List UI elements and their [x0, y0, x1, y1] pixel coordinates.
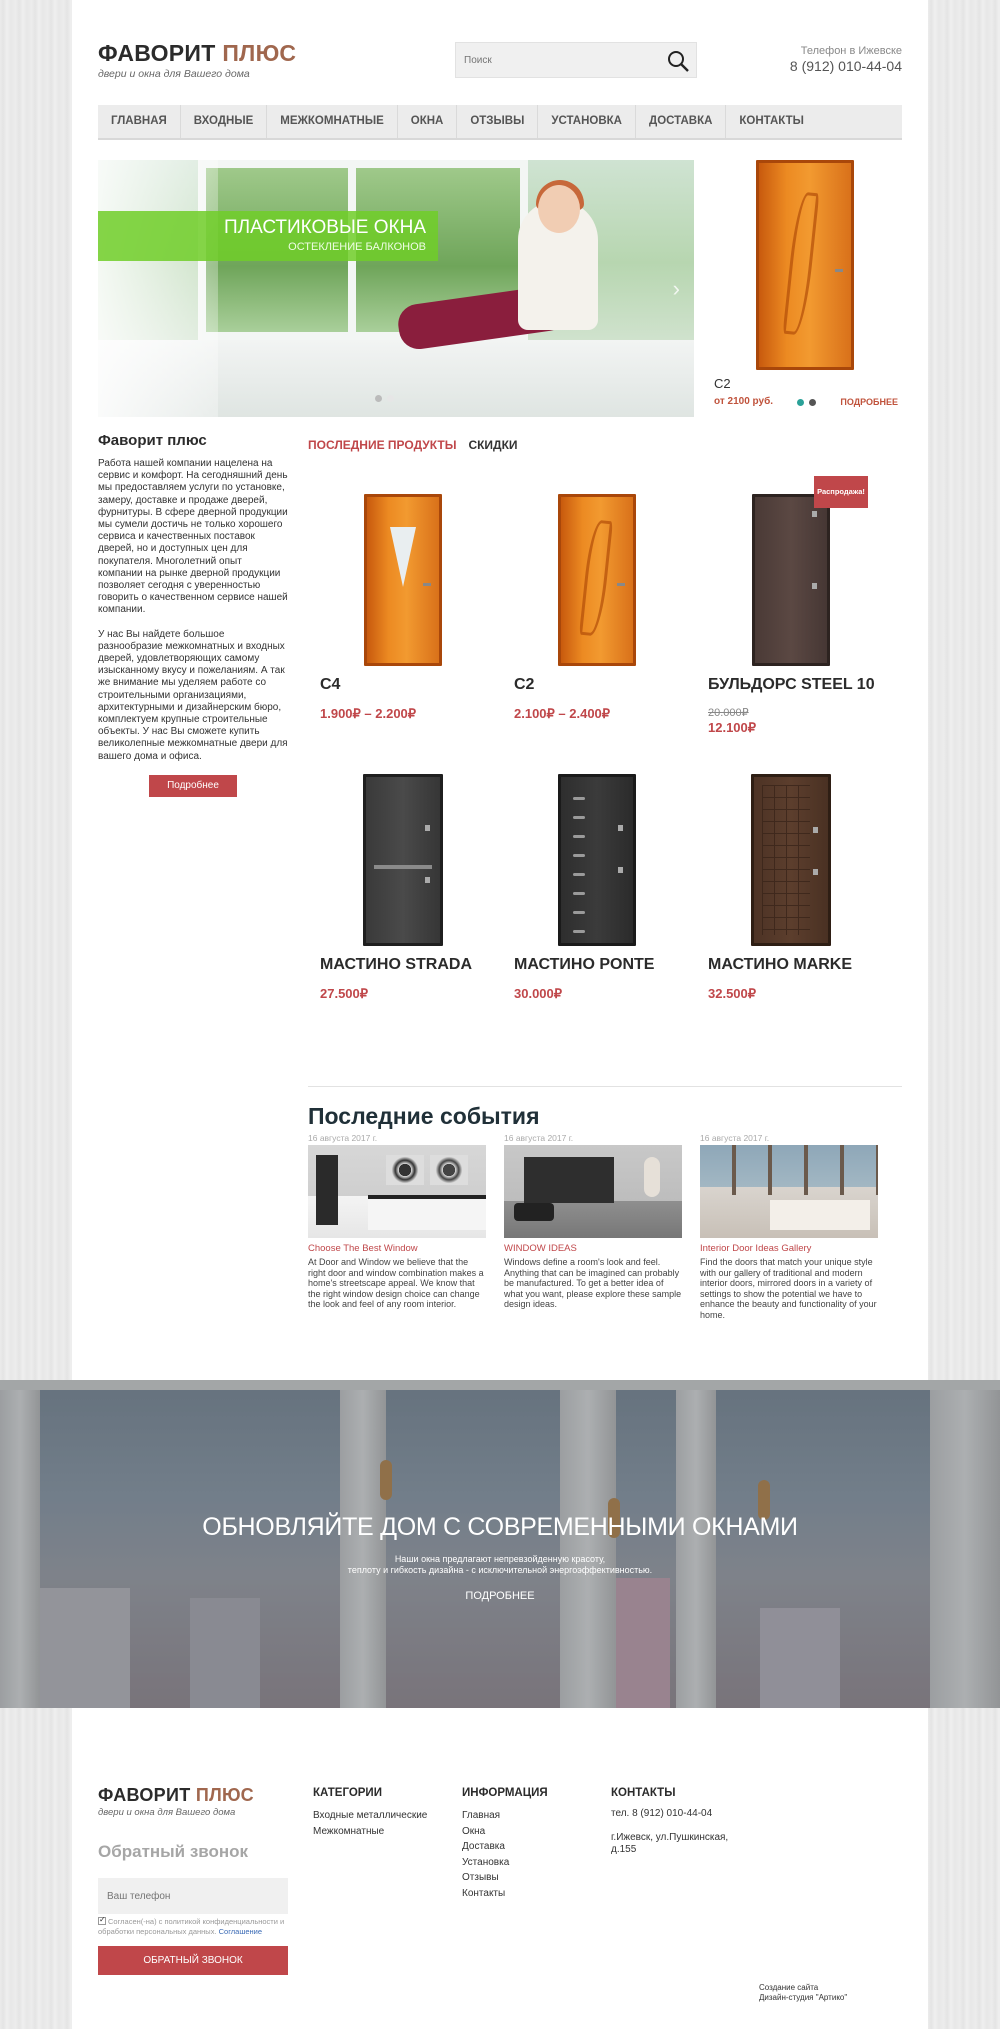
nav-item-windows[interactable]: ОКНА	[398, 105, 458, 138]
featured-dot[interactable]	[809, 399, 816, 406]
door-handle	[617, 583, 625, 586]
product-price: 1.900₽ – 2.200₽	[320, 706, 417, 721]
chevron-right-icon[interactable]: ›	[672, 276, 680, 301]
product-tabs	[308, 438, 518, 452]
banner-subtitle-line: Наши окна предлагают непревзойденную красоту,	[394, 1554, 606, 1564]
event-image-door	[316, 1155, 338, 1225]
about-sidebar	[98, 432, 288, 797]
event-text: Windows define a room's look and feel. Anything that can be imagined can probably be manufactured. To get a better idea of what you want, please explore these sample design ideas.	[504, 1257, 682, 1309]
credits-line: Дизайн-студия "Артико"	[759, 1993, 848, 2002]
sale-badge: Распродажа!	[814, 476, 868, 508]
event-date: 16 августа 2017 г.	[308, 1133, 378, 1143]
nav-item-entrance[interactable]: ВХОДНЫЕ	[181, 105, 267, 138]
product-image[interactable]	[308, 476, 498, 676]
banner-subtitle	[0, 1554, 1000, 1576]
featured-name[interactable]: C2	[714, 376, 731, 391]
footer-link-windows[interactable]: Окна	[462, 1825, 486, 1837]
about-title: Фаворит плюс	[98, 432, 207, 449]
door-lock	[425, 825, 430, 831]
footer-info-title: ИНФОРМАЦИЯ	[462, 1787, 548, 1799]
door-decor	[579, 519, 613, 637]
door-slats	[573, 797, 585, 949]
slider-title: ПЛАСТИКОВЫЕ ОКНА	[223, 217, 426, 238]
featured-dot-active[interactable]	[797, 399, 804, 406]
event-image-art	[430, 1155, 468, 1185]
door-handle	[423, 583, 431, 586]
product-price: 2.100₽ – 2.400₽	[514, 706, 611, 721]
featured-product	[714, 160, 902, 415]
footer-logo-accent: ПЛЮС	[195, 1785, 254, 1805]
nav-item-interior[interactable]: МЕЖКОМНАТНЫЕ	[267, 105, 397, 138]
consent-text: Согласен(-на) с политикой конфиденциальности и обработки персональных данных.	[98, 1917, 285, 1936]
hero-slider[interactable]	[98, 160, 694, 417]
logo[interactable]	[98, 40, 296, 80]
event-image-shelf	[524, 1157, 614, 1203]
event-card	[504, 1133, 682, 1320]
logo-tagline: двери и окна для Вашего дома	[98, 68, 250, 80]
logo-accent: ПЛЮС	[222, 40, 297, 66]
event-image[interactable]	[504, 1145, 682, 1238]
product-card[interactable]	[696, 756, 886, 1002]
product-card[interactable]	[502, 756, 692, 1002]
events-list	[308, 1133, 878, 1320]
product-price: 27.500₽	[320, 986, 369, 1001]
product-image[interactable]	[308, 756, 498, 956]
footer-contacts-title: КОНТАКТЫ	[611, 1787, 676, 1799]
consent	[98, 1917, 294, 1936]
door-image	[558, 774, 636, 946]
about-paragraph: У нас Вы найдете большое разнообразие межкомнатных и входных дверей, удовлетворяющих самому изысканному вкусу и пожеланиям. А так же внимание мы уделяем работе со строительными организациями, архитектурными и дизайнерским бюро, комплектуем крупные строительные объекты. У нас Вы сможете купить великолепные межкомнатные двери для вашего дома и офиса.	[98, 628, 288, 762]
door-handle	[618, 867, 623, 873]
slider-caption	[98, 211, 438, 261]
footer-logo-title	[98, 1785, 254, 1806]
slider-image-curtain	[98, 160, 218, 417]
event-date: 16 августа 2017 г.	[504, 1133, 574, 1143]
door-image	[752, 494, 830, 666]
product-image[interactable]	[502, 476, 692, 676]
event-image-chair	[514, 1203, 554, 1221]
footer-link-delivery[interactable]: Доставка	[462, 1841, 505, 1852]
event-title[interactable]: Choose The Best Window	[308, 1243, 418, 1254]
door-image	[364, 494, 442, 666]
door-lock	[813, 827, 818, 833]
search-icon[interactable]	[666, 49, 690, 73]
slider-subtitle: ОСТЕКЛЕНИЕ БАЛКОНОВ	[288, 241, 426, 253]
slider-dot[interactable]	[375, 395, 382, 402]
nav-item-home[interactable]: ГЛАВНАЯ	[98, 105, 181, 138]
footer-link-home[interactable]: Главная	[462, 1810, 501, 1821]
product-name[interactable]: C2	[514, 676, 535, 693]
credits-line: Создание сайта	[759, 1983, 819, 1992]
banner-overlay	[0, 1380, 1000, 1708]
header-phone	[790, 45, 902, 74]
footer-logo-main: ФАВОРИТ	[98, 1785, 191, 1805]
product-card[interactable]	[696, 476, 886, 736]
door-image	[756, 160, 854, 370]
consent-link[interactable]: Соглашение	[218, 1926, 263, 1936]
product-image[interactable]	[696, 476, 886, 676]
door-decor	[783, 191, 820, 335]
event-title[interactable]: WINDOW IDEAS	[504, 1243, 577, 1254]
slider-dot-active[interactable]	[387, 395, 394, 402]
product-card[interactable]	[308, 476, 498, 722]
event-date: 16 августа 2017 г.	[700, 1133, 770, 1143]
footer-logo-tagline: двери и окна для Вашего дома	[98, 1807, 236, 1818]
door-handle	[835, 269, 843, 272]
product-name[interactable]: МАСТИНО MARKE	[708, 956, 853, 973]
phone-number[interactable]: 8 (912) 010-44-04	[789, 58, 902, 74]
phone-label: Телефон в Ижевске	[800, 45, 902, 57]
door-lock	[812, 511, 817, 517]
footer-link-interior[interactable]: Межкомнатные	[313, 1825, 385, 1837]
featured-price: от 2100 руб.	[714, 396, 774, 407]
door-lock	[618, 825, 623, 831]
section-divider	[308, 1086, 902, 1087]
event-title[interactable]: Interior Door Ideas Gallery	[700, 1243, 812, 1254]
footer-logo[interactable]	[98, 1785, 254, 1818]
product-price: 12.100₽	[708, 720, 757, 735]
tab-latest-products[interactable]: ПОСЛЕДНИЕ ПРОДУКТЫ	[308, 438, 457, 452]
site-credits[interactable]	[759, 1983, 847, 2003]
event-image[interactable]	[700, 1145, 878, 1238]
footer-categories	[313, 1787, 427, 1839]
product-name[interactable]: МАСТИНО STRADA	[320, 956, 473, 973]
logo-title	[98, 40, 296, 67]
footer-link-installation[interactable]: Установка	[462, 1856, 510, 1868]
event-image-person	[644, 1157, 660, 1197]
banner-title: ОБНОВЛЯЙТЕ ДОМ С СОВРЕМЕННЫМИ ОКНАМИ	[202, 1513, 798, 1541]
search-input[interactable]	[456, 43, 646, 77]
event-image-bed	[368, 1195, 486, 1230]
door-lock	[425, 877, 430, 883]
events-title: Последние события	[308, 1103, 540, 1129]
footer-link-entrance[interactable]: Входные металлические	[313, 1810, 428, 1821]
event-image-bed	[770, 1200, 870, 1230]
door-image	[751, 774, 831, 946]
product-image[interactable]	[696, 756, 886, 956]
product-card[interactable]	[308, 756, 498, 1002]
door-handle	[813, 869, 818, 875]
event-card	[700, 1133, 878, 1320]
tab-discounts[interactable]: СКИДКИ	[468, 438, 518, 452]
product-old-price: 20.000₽	[708, 707, 749, 719]
event-card	[308, 1133, 486, 1320]
callback-title: Обратный звонок	[98, 1842, 249, 1861]
about-more-button[interactable]: Подробнее	[149, 775, 237, 797]
callback-button[interactable]: ОБРАТНЫЙ ЗВОНОК	[98, 1946, 288, 1975]
door-grid-pattern	[762, 785, 810, 935]
featured-more-link[interactable]: ПОДРОБНЕЕ	[840, 397, 898, 407]
event-text: At Door and Window we believe that the right door and window combination makes a home's streetscape appeal. We know that the right window design choice can change the look and feel of any room interior.	[308, 1257, 484, 1309]
footer-contact-address: г.Ижевск, ул.Пушкинская, д.155	[611, 1832, 729, 1855]
footer-info	[462, 1787, 548, 1901]
callback-phone-input[interactable]	[98, 1878, 288, 1914]
footer-link-reviews[interactable]: Отзывы	[462, 1872, 499, 1883]
featured-door-image[interactable]	[756, 160, 854, 370]
product-image[interactable]	[502, 756, 692, 956]
logo-main: ФАВОРИТ	[98, 40, 216, 66]
slider-dots	[375, 395, 394, 402]
footer-categories-title: КАТЕГОРИИ	[313, 1787, 382, 1799]
product-name[interactable]: C4	[320, 676, 341, 693]
product-name[interactable]: БУЛЬДОРС STEEL 10	[708, 676, 875, 693]
nav-item-installation[interactable]: УСТАНОВКА	[538, 105, 636, 138]
banner-more-link[interactable]: ПОДРОБНЕЕ	[465, 1590, 535, 1602]
event-image[interactable]	[308, 1145, 486, 1238]
product-price: 32.500₽	[708, 986, 757, 1001]
event-image-art	[386, 1155, 424, 1185]
door-image	[558, 494, 636, 666]
event-text: Find the doors that match your unique style with our gallery of traditional and modern interior doors, mirrored doors in a variety of settings to show the potential we have to enhance the beauty and functionality of your home.	[700, 1257, 877, 1320]
door-handle	[812, 583, 817, 589]
nav-item-reviews[interactable]: ОТЗЫВЫ	[457, 105, 538, 138]
about-paragraph: Работа нашей компании нацелена на сервис и комфорт. На сегодняшний день мы предоставляем услуги по установке, замеру, доставке и продаже дверей, фурнитуры. В сфере дверной продукции мы сумели достичь не только хорошего сервиса и качественных поставок дверей, но и доступных цен для покупателя. Многолетний опыт компании на рынке дверной продукции позволяет сегодня с уверенностью говорить о качественном сервисе нашей компании.	[98, 458, 288, 616]
footer-contacts	[611, 1787, 741, 1868]
windows-banner	[0, 1380, 1000, 1708]
product-card[interactable]	[502, 476, 692, 722]
door-bar	[374, 865, 432, 869]
door-image	[363, 774, 443, 946]
nav-item-contacts[interactable]: КОНТАКТЫ	[739, 115, 804, 127]
main-nav	[98, 105, 902, 140]
event-image-window-frame	[700, 1145, 878, 1195]
featured-dots	[797, 399, 816, 406]
product-name[interactable]: МАСТИНО PONTE	[514, 956, 655, 973]
door-glass	[390, 527, 416, 587]
footer-link-contacts[interactable]: Контакты	[462, 1887, 506, 1899]
slider-image-person-head	[538, 185, 580, 233]
footer-contact-phone[interactable]: тел. 8 (912) 010-44-04	[611, 1808, 713, 1819]
banner-subtitle-line: теплоту и гибкость дизайна - с исключительной энергоэффективностью.	[347, 1565, 653, 1575]
consent-checkbox[interactable]	[98, 1917, 106, 1925]
product-price: 30.000₽	[514, 986, 563, 1001]
nav-item-delivery[interactable]: ДОСТАВКА	[636, 105, 726, 138]
search-box	[455, 42, 697, 78]
